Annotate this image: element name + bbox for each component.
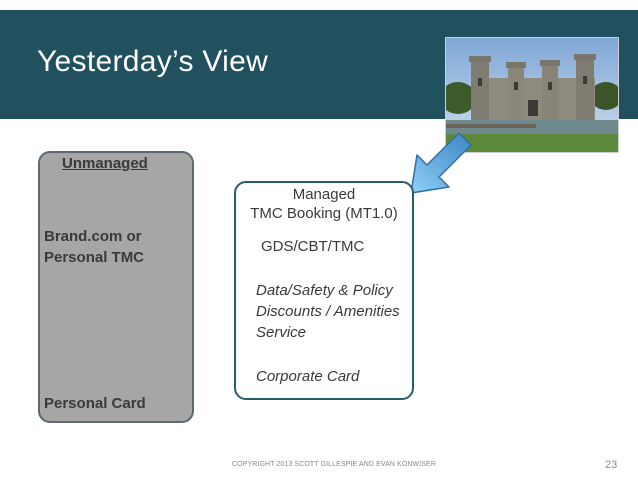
managed-discounts: Discounts / Amenities bbox=[256, 303, 400, 320]
managed-heading: Managed bbox=[292, 186, 356, 203]
managed-gds-label: GDS/CBT/TMC bbox=[261, 238, 365, 255]
copyright-footer: COPYRIGHT 2013 SCOTT GILLESPIE AND EVAN KONWISER bbox=[232, 461, 436, 468]
managed-corporate-card: Corporate Card bbox=[256, 368, 360, 385]
managed-data-safety: Data/Safety & Policy bbox=[256, 282, 393, 299]
managed-subheading: TMC Booking (MT1.0) bbox=[250, 205, 398, 222]
unmanaged-card-label: Personal Card bbox=[44, 395, 146, 412]
managed-service: Service bbox=[256, 324, 307, 341]
unmanaged-brand-label: Brand.com or Personal TMC bbox=[44, 228, 145, 266]
page-number: 23 bbox=[605, 459, 618, 471]
slide-title: Yesterday’s View bbox=[37, 45, 269, 78]
unmanaged-box bbox=[38, 151, 194, 423]
unmanaged-heading: Unmanaged bbox=[62, 155, 148, 172]
arrow-down-left-icon bbox=[405, 133, 473, 199]
